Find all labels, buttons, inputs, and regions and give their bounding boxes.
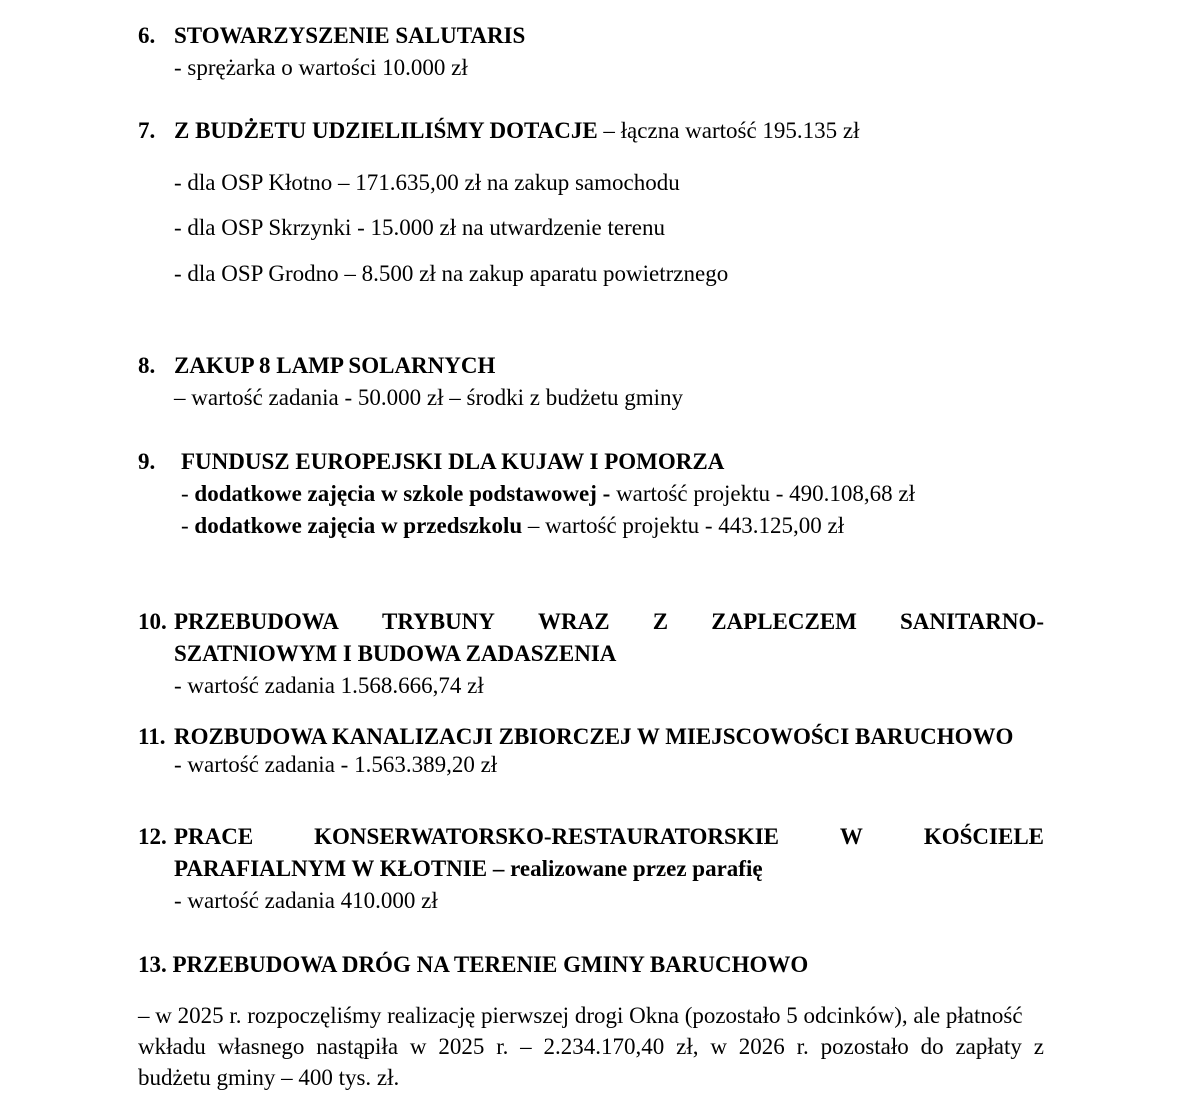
section-10-desc: - wartość zadania 1.568.666,74 zł	[174, 673, 484, 698]
title-word: W	[839, 824, 863, 849]
para-word: 2026	[738, 1034, 785, 1059]
section-7-item: - dla OSP Kłotno – 171.635,00 zł na zakup samochodu	[174, 170, 680, 195]
section-13-number: 13.	[138, 952, 167, 977]
section-9-item-rest: – wartość projektu - 443.125,00 zł	[522, 513, 845, 538]
section-10-title-line2: SZATNIOWYM I BUDOWA ZADASZENIA	[174, 641, 617, 666]
para-word: –	[520, 1034, 532, 1059]
para-word: nastąpiła	[316, 1034, 399, 1059]
title-word: Z	[652, 609, 669, 634]
title-word: KOŚCIELE	[923, 824, 1044, 849]
section-11-number: 11.	[138, 724, 166, 749]
section-7-number: 7.	[138, 118, 156, 143]
para-word: 2025	[438, 1034, 485, 1059]
section-8-desc: – wartość zadania - 50.000 zł – środki z budżetu gminy	[174, 385, 684, 410]
section-13-paragraph-line3: budżetu gminy – 400 tys. zł.	[138, 1065, 400, 1090]
title-word: KONSERWATORSKO-RESTAURATORSKIE	[314, 824, 779, 849]
section-9-item-prefix: -	[181, 481, 195, 506]
title-word: PRACE	[174, 824, 254, 849]
section-9-item-bold: dodatkowe zajęcia w przedszkolu	[194, 513, 523, 538]
para-word: zapłaty	[955, 1034, 1022, 1059]
section-9-item-rest: wartość projektu - 490.108,68 zł	[610, 481, 915, 506]
title-word: ZAPLECZEM	[711, 609, 857, 634]
section-6-title: STOWARZYSZENIE SALUTARIS	[174, 23, 526, 48]
section-13-heading	[138, 952, 808, 978]
section-10-number: 10.	[138, 609, 167, 634]
section-9-title: FUNDUSZ EUROPEJSKI DLA KUJAW I POMORZA	[181, 449, 725, 474]
section-7-title-suffix: – łączna wartość 195.135 zł	[597, 118, 860, 143]
para-word: pozostało	[820, 1034, 909, 1059]
para-word: r.	[496, 1034, 509, 1059]
section-6-number: 6.	[138, 23, 156, 48]
section-8-title: ZAKUP 8 LAMP SOLARNYCH	[174, 353, 496, 378]
para-word: r.	[796, 1034, 809, 1059]
section-10-title-line1	[174, 609, 1044, 635]
section-11-title: ROZBUDOWA KANALIZACJI ZBIORCZEJ W MIEJSCOWOŚCI BARUCHOWO	[174, 724, 1014, 749]
para-word: 2.234.170,40	[543, 1034, 665, 1059]
section-13-paragraph-line1: – w 2025 r. rozpoczęliśmy realizację pierwszej drogi Okna (pozostało 5 odcinków), ale płatność	[138, 1003, 1023, 1028]
section-9-item	[181, 481, 915, 507]
section-13-paragraph-line2	[138, 1034, 1044, 1060]
para-word: z	[1033, 1034, 1044, 1059]
section-13-title: PRZEBUDOWA DRÓG NA TERENIE GMINY BARUCHOWO	[172, 952, 809, 977]
section-12-title-line1	[174, 824, 1044, 850]
section-12-title-line2: PARAFIALNYM W KŁOTNIE – realizowane przez parafię	[174, 856, 763, 881]
section-9-item	[181, 513, 844, 539]
section-8-number: 8.	[138, 353, 156, 378]
para-word: zł,	[676, 1034, 699, 1059]
para-word: własnego	[217, 1034, 305, 1059]
title-word: PRZEBUDOWA	[174, 609, 339, 634]
title-word: SANITARNO-	[900, 609, 1044, 634]
section-9-number: 9.	[138, 449, 156, 474]
section-7-heading	[174, 118, 860, 144]
para-word: wkładu	[138, 1034, 206, 1059]
section-7-title: Z BUDŻETU UDZIELILIŚMY DOTACJE	[174, 118, 598, 143]
para-word: w	[710, 1034, 727, 1059]
section-6-desc: - sprężarka o wartości 10.000 zł	[174, 55, 468, 80]
title-word: WRAZ	[538, 609, 610, 634]
para-word: w	[409, 1034, 427, 1059]
section-7-item: - dla OSP Skrzynki - 15.000 zł na utwardzenie terenu	[174, 215, 665, 240]
section-12-number: 12.	[138, 824, 167, 849]
para-word: do	[920, 1034, 944, 1059]
section-11-desc: - wartość zadania - 1.563.389,20 zł	[174, 752, 498, 777]
section-9-item-bold: dodatkowe zajęcia w szkole podstawowej -	[194, 481, 611, 506]
section-7-item: - dla OSP Grodno – 8.500 zł na zakup aparatu powietrznego	[174, 261, 729, 286]
section-12-desc: - wartość zadania 410.000 zł	[174, 888, 438, 913]
section-9-item-prefix: -	[181, 513, 195, 538]
title-word: TRYBUNY	[381, 609, 495, 634]
